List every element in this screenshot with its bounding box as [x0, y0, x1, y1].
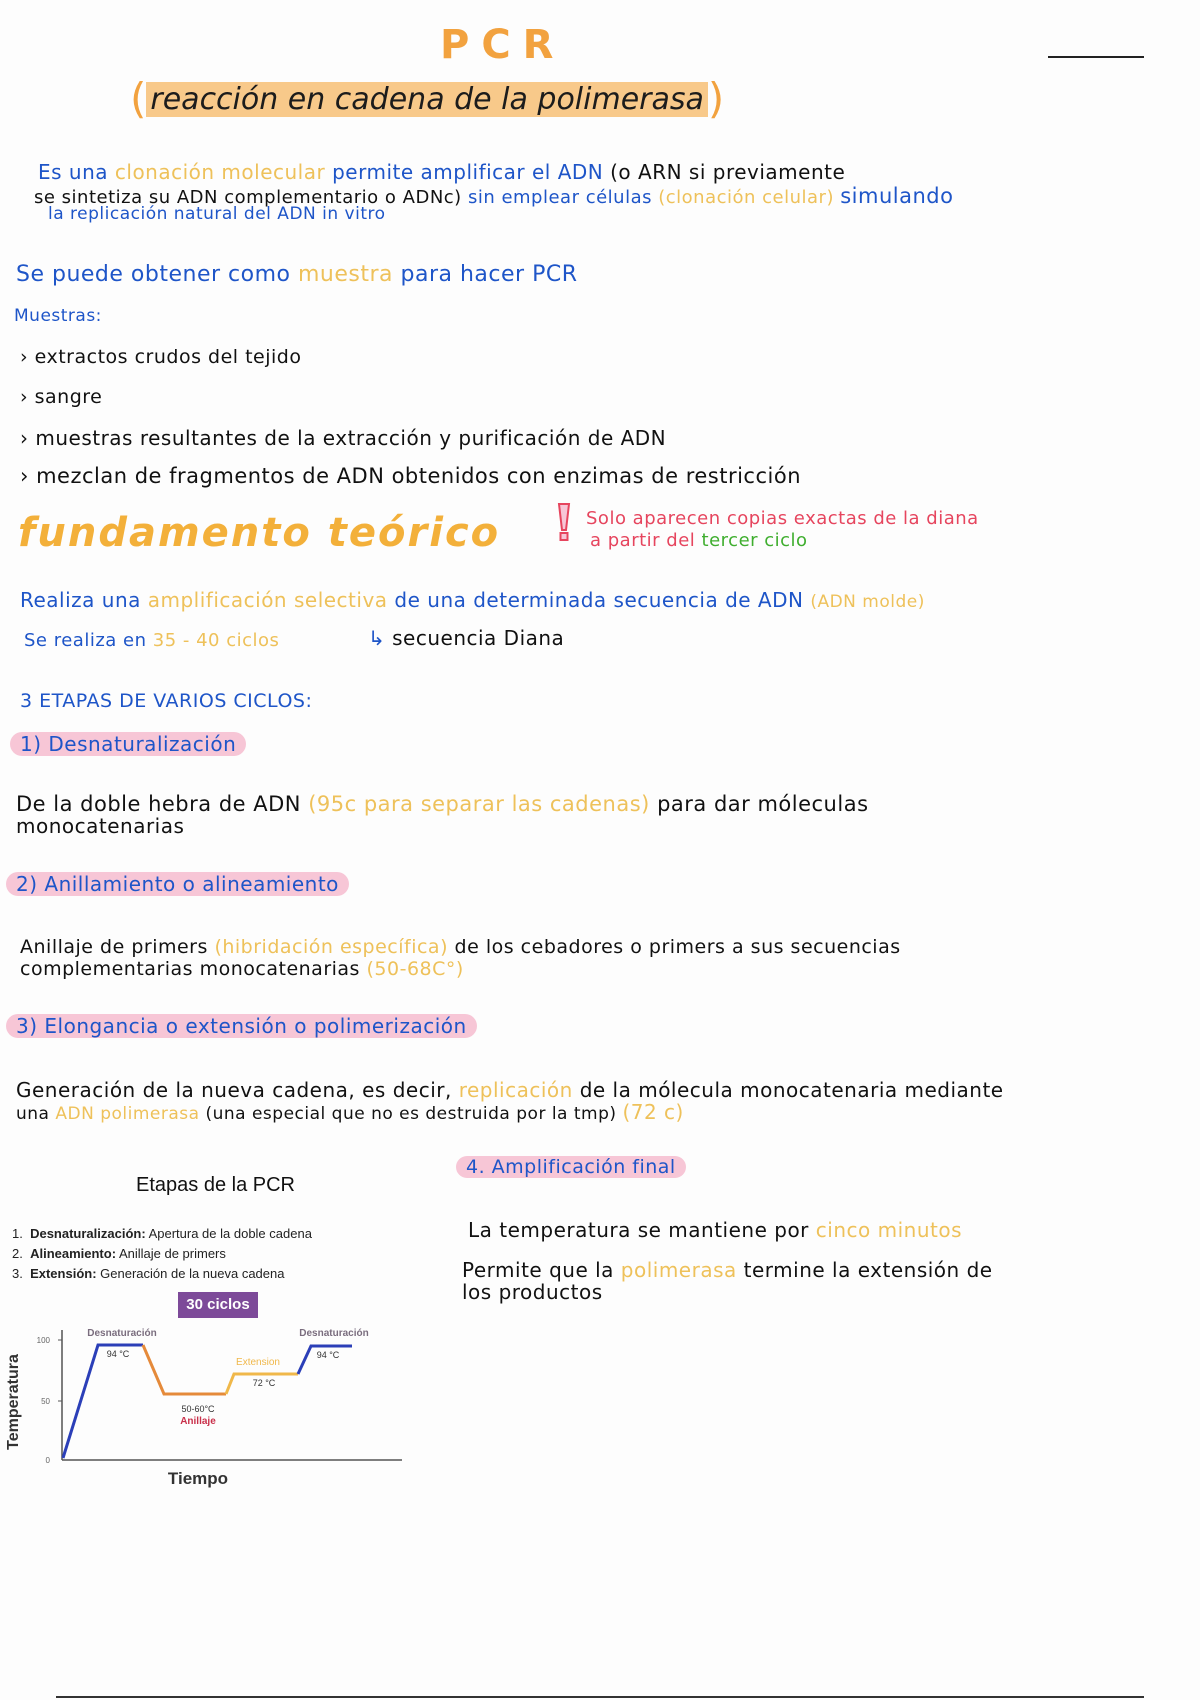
stage-3-line-2: [16, 1100, 684, 1124]
temp-label: 72 °C: [252, 1378, 276, 1388]
stage-3-line-1: [16, 1078, 1004, 1102]
top-divider: [1048, 56, 1144, 58]
open-paren: (: [130, 74, 147, 123]
samples-heading-highlight: muestra: [297, 262, 394, 287]
fundamento-line-2: [24, 630, 279, 651]
fund-highlight: 35 - 40 ciclos: [152, 630, 280, 651]
step-number: 1.: [12, 1226, 23, 1241]
step-name: Extensión:: [30, 1266, 97, 1281]
stage-text: termine la extensión de: [743, 1258, 993, 1282]
figure-step: [12, 1246, 226, 1261]
stage-text: de los cebadores o primers a sus secuencias: [454, 936, 901, 958]
y-tick-label: 50: [41, 1397, 50, 1406]
arrow-icon: ↳: [368, 626, 386, 650]
pcr-temperature-graph: [0, 1320, 420, 1500]
subtitle-text: reacción en cadena de la polimerasa: [146, 82, 708, 117]
stage-text: Anillaje de primers: [20, 936, 208, 958]
stage-3-title: [6, 1014, 477, 1038]
step-desc: Anillaje de primers: [118, 1246, 226, 1261]
page-subtitle: [130, 74, 724, 123]
stage-text: (una especial que no es destruida por la tmp): [205, 1104, 617, 1124]
stage-highlight: (hibridación específica): [214, 936, 448, 958]
fundamento-diana: [368, 626, 564, 650]
samples-heading: [16, 262, 578, 287]
bottom-divider: [56, 1696, 1144, 1698]
stage-4-line-2: [462, 1258, 993, 1282]
step-name: Desnaturalización:: [30, 1226, 146, 1241]
temp-label: 94 °C: [106, 1349, 130, 1359]
fund-text: Realiza una: [20, 588, 141, 612]
denaturation-label-1: Desnaturación: [87, 1328, 157, 1339]
fund-highlight: (ADN molde): [810, 592, 925, 612]
stage-title-text: 3) Elongancia o extensión o polimerización: [6, 1014, 477, 1038]
intro-line-1: [38, 160, 845, 184]
stage-title-text: 2) Anillamiento o alineamiento: [6, 872, 349, 896]
stage-2-title: [6, 872, 349, 896]
stage-title-text: 4. Amplificación final: [456, 1156, 686, 1178]
stage-text: De la doble hebra de ADN: [16, 792, 301, 816]
stage-highlight: (95c para separar las cadenas): [308, 792, 650, 816]
warning-line-2: [590, 530, 808, 551]
sample-item: › sangre: [20, 386, 103, 408]
page-title: PCR: [440, 22, 566, 68]
sample-item: › muestras resultantes de la extracción y purificación de ADN: [20, 426, 667, 450]
intro-text: (o ARN si previamente: [610, 160, 846, 184]
denaturation-label-2: Desnaturación: [299, 1328, 369, 1339]
fundamento-line-1: [20, 588, 925, 612]
stage-1-title: [10, 732, 246, 756]
intro-text: Es una: [38, 160, 109, 184]
stage-highlight: (72 c): [622, 1100, 684, 1124]
y-tick-label: 100: [36, 1336, 50, 1345]
intro-text: sin emplear células: [467, 187, 652, 208]
stage-text: complementarias monocatenarias: [20, 958, 360, 980]
denaturation-segment-1: [63, 1345, 143, 1458]
samples-label: Muestras:: [14, 306, 102, 326]
stage-text: La temperatura se mantiene por: [468, 1218, 809, 1242]
stage-text: de la mólecula monocatenaria mediante: [579, 1078, 1004, 1102]
stage-highlight: polimerasa: [620, 1258, 737, 1282]
stage-highlight: cinco minutos: [815, 1218, 962, 1242]
stages-heading: 3 ETAPAS DE VARIOS CICLOS:: [20, 690, 313, 712]
stage-highlight: ADN polimerasa: [55, 1104, 200, 1124]
samples-heading-text: Se puede obtener como: [16, 262, 291, 287]
stage-highlight: (50-68C°): [366, 958, 464, 980]
intro-text: permite: [332, 160, 414, 184]
stage-4-line-1: [468, 1218, 962, 1242]
sample-item: › extractos crudos del tejido: [20, 346, 302, 368]
stage-4-line-3: los productos: [462, 1280, 603, 1304]
fund-text: de una determinada secuencia de ADN: [394, 588, 804, 612]
stage-title-text: 1) Desnaturalización: [10, 732, 246, 756]
warning-text: a partir del: [590, 530, 696, 551]
intro-highlight: (clonación celular): [658, 187, 834, 208]
fund-text: secuencia Diana: [392, 626, 565, 650]
close-paren: ): [707, 74, 725, 123]
stage-2-line-1: [20, 936, 901, 958]
intro-text: simulando: [840, 184, 954, 208]
stage-4-title: [456, 1156, 686, 1178]
step-number: 3.: [12, 1266, 23, 1281]
stage-text: Generación de la nueva cadena, es decir,: [16, 1078, 452, 1102]
samples-heading-text: para hacer PCR: [400, 262, 578, 287]
stage-text: Permite que la: [462, 1258, 614, 1282]
fund-highlight: amplificación selectiva: [147, 588, 388, 612]
figure-title: Etapas de la PCR: [136, 1174, 295, 1196]
stage-text: para dar móleculas: [657, 792, 869, 816]
intro-text: amplificar el ADN: [420, 160, 604, 184]
figure-step: [12, 1226, 312, 1241]
warning-line-1: Solo aparecen copias exactas de la diana: [586, 508, 979, 529]
sample-item: › mezclan de fragmentos de ADN obtenidos con enzimas de restricción: [20, 464, 802, 488]
y-tick-label: 0: [45, 1456, 50, 1465]
intro-text: se sintetiza su ADN complementario o ADNc): [34, 187, 462, 208]
step-name: Alineamiento:: [30, 1246, 117, 1261]
intro-line-3: la replicación natural del ADN in vitro: [48, 204, 386, 224]
fund-text: Se realiza en: [24, 630, 147, 651]
warning-highlight: tercer ciclo: [701, 530, 808, 551]
x-axis-label: Tiempo: [167, 1469, 229, 1488]
temp-label: 50-60°C: [181, 1404, 215, 1414]
stage-text: una: [16, 1104, 50, 1124]
extension-label: Extension: [236, 1357, 280, 1368]
stage-2-line-2: [20, 958, 464, 980]
cycles-badge: 30 ciclos: [178, 1292, 258, 1318]
temp-label: 94 °C: [316, 1350, 340, 1360]
step-desc: Apertura de la doble cadena: [148, 1226, 312, 1241]
stage-1-line-1: [16, 792, 869, 816]
annealing-label: Anillaje: [180, 1416, 216, 1427]
step-number: 2.: [12, 1246, 23, 1261]
annealing-segment: [143, 1345, 226, 1394]
stage-1-line-2: monocatenarias: [16, 814, 185, 838]
stage-highlight: replicación: [458, 1078, 573, 1102]
figure-step: [12, 1266, 284, 1281]
step-desc: Generación de la nueva cadena: [100, 1266, 285, 1281]
y-axis-label: Temperatura: [5, 1354, 22, 1450]
intro-highlight: clonación molecular: [114, 160, 326, 184]
section-title-fundamento: fundamento teórico: [18, 510, 501, 556]
warning-icon: [556, 502, 572, 542]
